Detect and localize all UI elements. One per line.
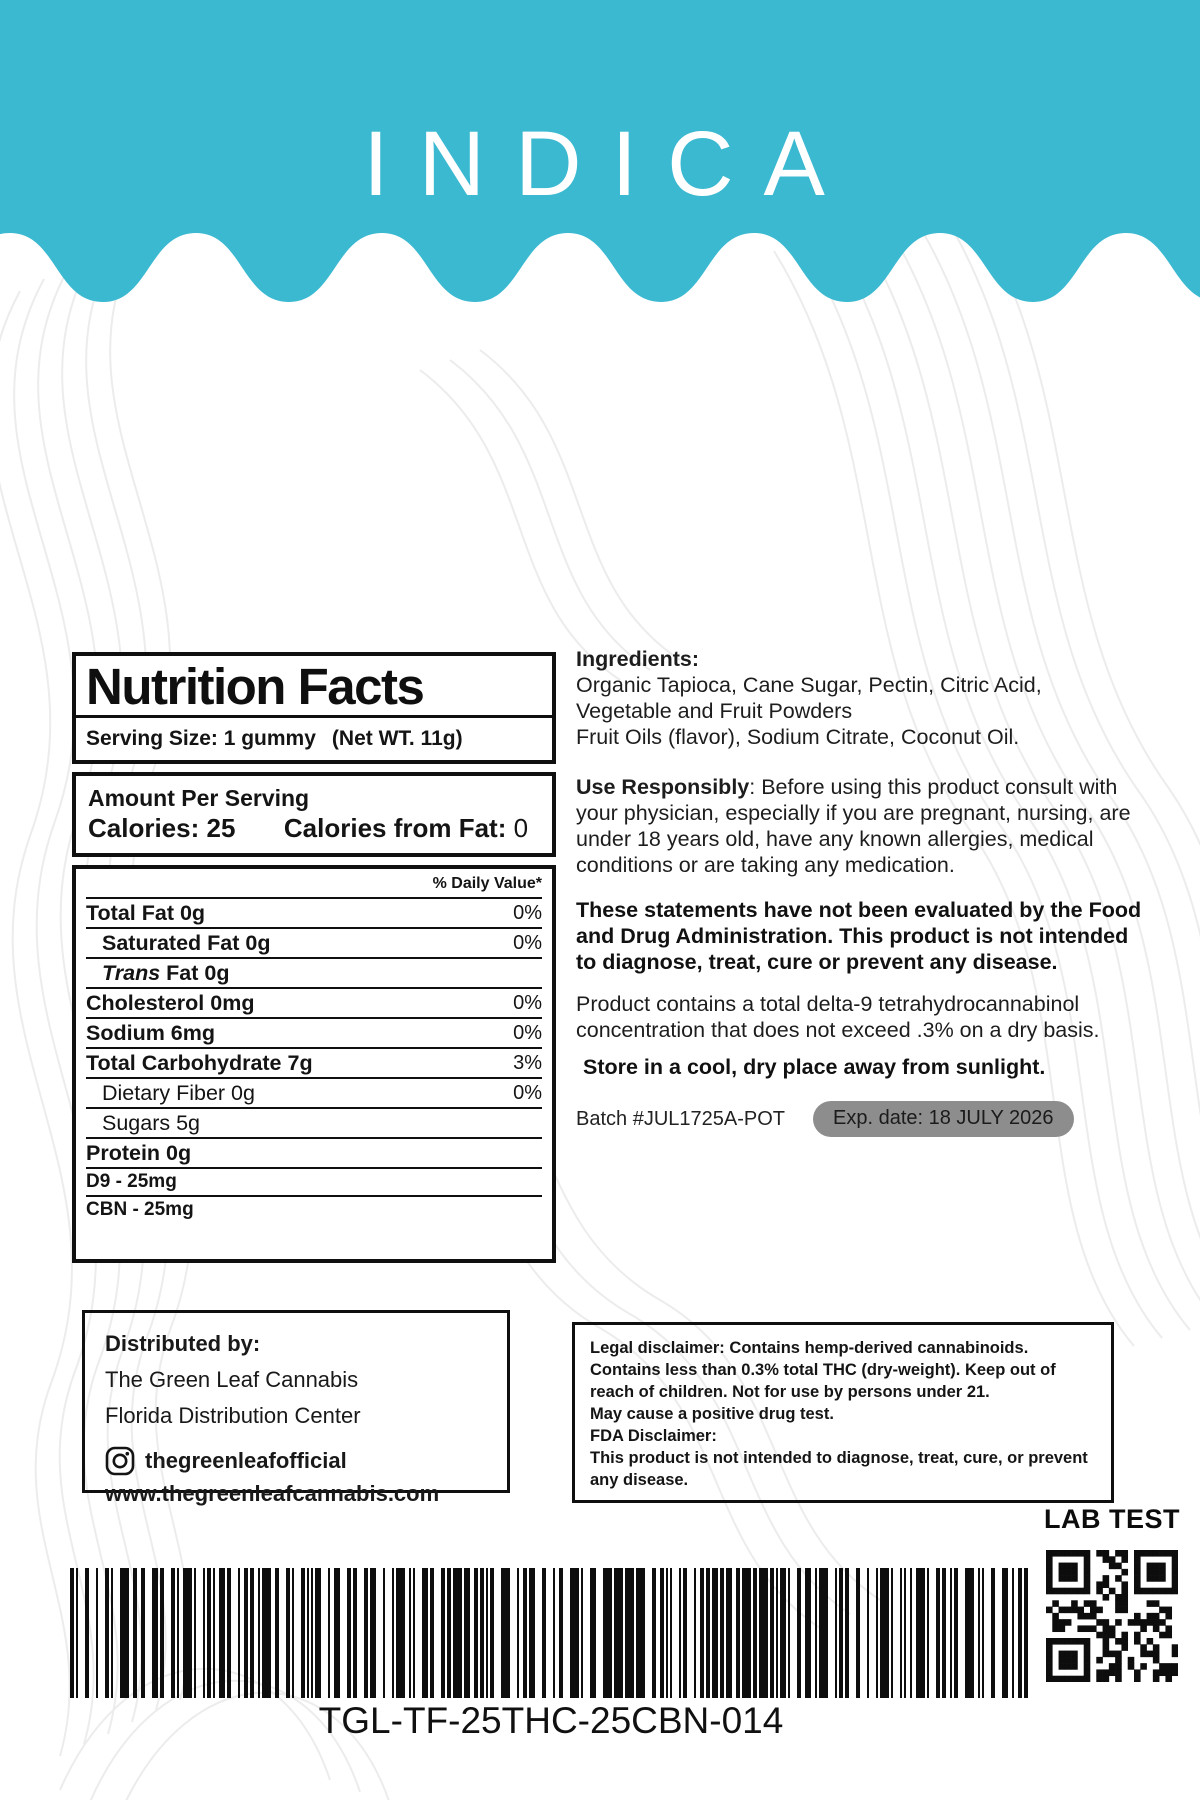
- calories-line: [76, 812, 552, 853]
- info-column: [576, 646, 1154, 1137]
- lab-test-label: LAB TEST: [1044, 1504, 1180, 1534]
- legal-disclaimer-label: Legal disclaimer:: [590, 1339, 725, 1357]
- storage-instruction: Store in a cool, dry place away from sunlight.: [583, 1055, 1046, 1079]
- nutrient-row-cholesterol: Cholesterol 0mg 0%: [86, 989, 542, 1019]
- distributor-company: The Green Leaf Cannabis: [105, 1367, 359, 1392]
- nutrient-row-protein: Protein 0g: [86, 1139, 542, 1169]
- fda-disclaimer-label: FDA Disclaimer:: [590, 1427, 717, 1445]
- ingredients-title: Ingredients:: [576, 647, 700, 671]
- ingredients-paragraph: [576, 646, 1154, 750]
- expiration-badge: Exp. date: 18 JULY 2026: [813, 1101, 1074, 1137]
- calories-from-fat-label: Calories from Fat:: [283, 813, 507, 844]
- instagram-row: [105, 1445, 487, 1477]
- nutrient-row-cbn: CBN - 25mg: [86, 1199, 194, 1221]
- website-url: www.thegreenleafcannabis.com: [105, 1481, 440, 1506]
- nutrient-row-sugars: Sugars 5g: [86, 1109, 542, 1139]
- nutrient-row-sodium: Sodium 6mg 0%: [86, 1019, 542, 1049]
- ingredients-line: Organic Tapioca, Cane Sugar, Pectin, Citric Acid,: [576, 673, 1042, 697]
- serving-size: Serving Size: 1 gummy: [86, 727, 316, 751]
- barcode-number: TGL-TF-25THC-25CBN-014: [318, 1700, 784, 1741]
- net-weight: (Net WT. 11g): [331, 727, 463, 751]
- calories-label: Calories:: [88, 813, 200, 844]
- instagram-handle: thegreenleafofficial: [145, 1448, 347, 1473]
- batch-number: Batch #JUL1725A-POT: [576, 1108, 785, 1130]
- strain-banner: [0, 0, 1200, 312]
- serving-size-line: [76, 715, 552, 760]
- daily-value-header: % Daily Value*: [86, 869, 542, 899]
- calories-value: 25: [206, 813, 236, 844]
- amount-per-serving-label: Amount Per Serving: [88, 785, 310, 812]
- lab-test-qr-code: [1046, 1550, 1178, 1682]
- nutrients-box: [72, 865, 556, 1263]
- nutrient-row-trans-fat: Trans Fat 0g: [86, 959, 542, 989]
- nutrient-row-saturated-fat: Saturated Fat 0g 0%: [86, 929, 542, 959]
- fda-disclaimer-body: This product is not intended to diagnose, treat, cure, or prevent any disease.: [590, 1449, 1088, 1489]
- calories-box: [72, 772, 556, 857]
- distributor-box: [82, 1310, 510, 1506]
- calories-from-fat-value: 0: [513, 813, 529, 844]
- ingredients-line: Vegetable and Fruit Powders: [576, 699, 853, 723]
- nutrient-row-carbohydrate: Total Carbohydrate 7g 3%: [86, 1049, 542, 1079]
- nutrient-row-total-fat: Total Fat 0g 0%: [86, 899, 542, 929]
- ingredients-line: Fruit Oils (flavor), Sodium Citrate, Coconut Oil.: [576, 725, 1020, 749]
- use-responsibly-body: : Before using this product consult with your physician, especially if you are pregnant, nursing, are under 18 years old, have any known allergies, medical conditions or are taking any medication.: [576, 775, 1131, 877]
- strain-name: INDICA: [363, 113, 855, 215]
- distributor-center: Florida Distribution Center: [105, 1403, 361, 1428]
- nutrition-facts-panel: [72, 652, 556, 1263]
- legal-disclaimer-body: Contains hemp-derived cannabinoids. Contains less than 0.3% total THC (dry-weight). Keep out of reach of children. Not for use by persons under 21.: [590, 1339, 1056, 1401]
- legal-disclaimer-paragraph: [590, 1337, 1096, 1403]
- product-barcode: [70, 1568, 1028, 1698]
- instagram-icon: [105, 1446, 135, 1476]
- use-responsibly-paragraph: [576, 774, 1154, 878]
- use-responsibly-title: Use Responsibly: [576, 775, 750, 799]
- drug-test-warning: May cause a positive drug test.: [590, 1405, 834, 1423]
- fda-statements-paragraph: These statements have not been evaluated by the Food and Drug Administration. This product is not intended to diagnose, treat, cure or prevent any disease.: [576, 898, 1142, 974]
- nutrient-row-fiber: Dietary Fiber 0g 0%: [86, 1079, 542, 1109]
- nutrient-row-d9: D9 - 25mg: [86, 1169, 542, 1197]
- nutrition-title: Nutrition Facts: [86, 658, 424, 715]
- nutrition-title-box: [72, 652, 556, 764]
- legal-disclaimer-box: [572, 1322, 1114, 1503]
- delta9-paragraph: Product contains a total delta-9 tetrahydrocannabinol concentration that does not exceed .3% on a dry basis.: [576, 992, 1100, 1042]
- batch-row: [576, 1101, 1154, 1137]
- distributed-by-label: Distributed by:: [105, 1331, 261, 1356]
